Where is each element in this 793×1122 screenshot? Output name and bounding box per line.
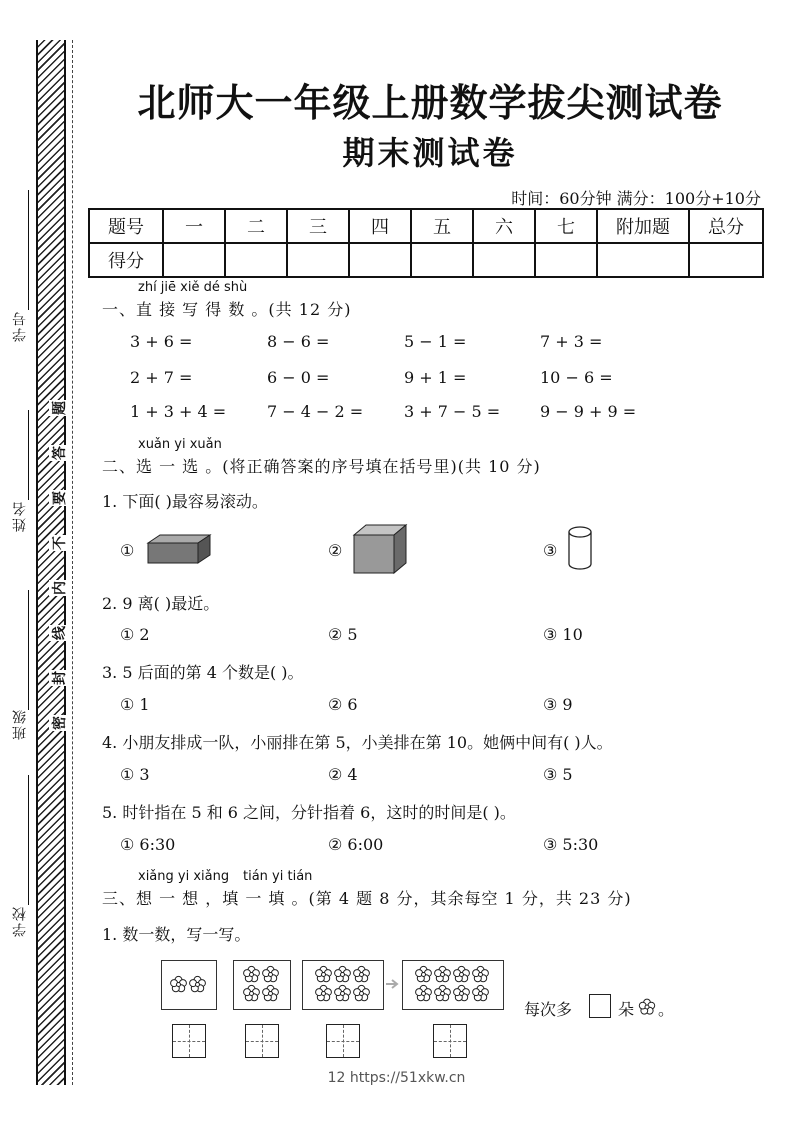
flower-icon bbox=[452, 965, 471, 984]
score-input-cell[interactable] bbox=[535, 243, 597, 277]
flower-icon bbox=[242, 965, 261, 984]
option-label: ① 2 bbox=[120, 625, 150, 644]
flower-icon bbox=[333, 984, 352, 1003]
score-input-cell[interactable] bbox=[689, 243, 763, 277]
label-name: 姓名 bbox=[12, 500, 28, 532]
binding-hatch-strip bbox=[36, 40, 66, 1085]
label-class: 班级 bbox=[12, 708, 28, 740]
class-line bbox=[28, 590, 29, 710]
option-label: ③ 5:30 bbox=[543, 835, 599, 854]
answer-tian-box[interactable] bbox=[245, 1024, 279, 1058]
score-table-header-row bbox=[89, 209, 763, 243]
score-cell: 七 bbox=[535, 209, 597, 243]
option-label: ① 3 bbox=[120, 765, 150, 784]
page-subtitle: 期末测试卷 bbox=[342, 134, 518, 172]
math-problem: 7 + 3 = bbox=[540, 332, 603, 351]
score-input-cell[interactable] bbox=[163, 243, 225, 277]
math-problem: 9 + 1 = bbox=[404, 368, 467, 387]
option-label: ③ 9 bbox=[543, 695, 573, 714]
warning-char: 内 bbox=[49, 580, 69, 596]
flower-icon bbox=[242, 984, 261, 1003]
flower-icon bbox=[638, 998, 656, 1016]
score-cell: 得分 bbox=[89, 243, 163, 277]
score-cell: 六 bbox=[473, 209, 535, 243]
score-input-cell[interactable] bbox=[287, 243, 349, 277]
score-input-cell[interactable] bbox=[225, 243, 287, 277]
score-input-cell[interactable] bbox=[473, 243, 535, 277]
tail-text-more-each: 每次多 bbox=[524, 1000, 573, 1019]
math-problem: 8 − 6 = bbox=[267, 332, 330, 351]
flower-icon bbox=[452, 984, 471, 1003]
option-label: ② 6:00 bbox=[328, 835, 384, 854]
answer-tian-box[interactable] bbox=[326, 1024, 360, 1058]
warning-char: 题 bbox=[49, 400, 69, 416]
math-problem: 3 + 7 − 5 = bbox=[404, 402, 501, 421]
time-score-info: 时间：60分钟 满分：100分+10分 bbox=[511, 189, 761, 208]
option-label: ② 6 bbox=[328, 695, 358, 714]
warning-char: 密 bbox=[49, 715, 69, 731]
warning-char: 线 bbox=[49, 625, 69, 641]
flower-icon bbox=[169, 975, 188, 994]
flower-icon bbox=[352, 984, 371, 1003]
score-cell: 一 bbox=[163, 209, 225, 243]
score-input-cell[interactable] bbox=[411, 243, 473, 277]
answer-tian-box[interactable] bbox=[172, 1024, 206, 1058]
flower-icon bbox=[333, 965, 352, 984]
score-cell: 五 bbox=[411, 209, 473, 243]
option-label: ① bbox=[120, 541, 135, 560]
math-problem: 10 − 6 = bbox=[540, 368, 613, 387]
page-title: 北师大一年级上册数学拔尖测试卷 bbox=[137, 81, 723, 125]
school-line bbox=[28, 775, 29, 905]
flower-icon bbox=[188, 975, 207, 994]
section3-heading: 三、想 一 想 ，填 一 填 。(第 4 题 8 分，其余每空 1 分，共 23 分) bbox=[102, 889, 632, 908]
label-student-id: 学号 bbox=[12, 310, 28, 342]
section3-pinyin-2: tián yi tián bbox=[243, 869, 313, 884]
flower-icon bbox=[433, 984, 452, 1003]
answer-box-small[interactable] bbox=[589, 994, 611, 1018]
cuboid-shape bbox=[146, 533, 212, 565]
flower-icon bbox=[261, 965, 280, 984]
score-cell: 题号 bbox=[89, 209, 163, 243]
tail-text-flower: 朵 bbox=[618, 1000, 635, 1019]
flower-icon bbox=[352, 965, 371, 984]
question-1: 1. 下面( )最容易滚动。 bbox=[102, 492, 268, 511]
warning-char: 答 bbox=[49, 445, 69, 461]
name-line bbox=[28, 410, 29, 500]
warning-char: 封 bbox=[49, 670, 69, 686]
question-4: 4. 小朋友排成一队，小丽排在第 5，小美排在第 10。她俩中间有( )人。 bbox=[102, 733, 613, 752]
option-label: ③ 5 bbox=[543, 765, 573, 784]
student-id-line bbox=[28, 190, 29, 310]
option-label: ③ bbox=[543, 541, 558, 560]
binding-cut-line bbox=[72, 40, 73, 1085]
score-cell: 四 bbox=[349, 209, 411, 243]
section3-question-1: 1. 数一数，写一写。 bbox=[102, 925, 251, 944]
warning-char: 要 bbox=[49, 490, 69, 506]
option-label: ② 4 bbox=[328, 765, 358, 784]
score-input-cell[interactable] bbox=[349, 243, 411, 277]
math-problem: 5 − 1 = bbox=[404, 332, 467, 351]
math-problem: 2 + 7 = bbox=[130, 368, 193, 387]
score-cell: 总分 bbox=[689, 209, 763, 243]
math-problem: 9 − 9 + 9 = bbox=[540, 402, 637, 421]
answer-tian-box[interactable] bbox=[433, 1024, 467, 1058]
question-2: 2. 9 离( )最近。 bbox=[102, 594, 220, 613]
flower-icon bbox=[471, 984, 490, 1003]
score-cell: 附加题 bbox=[597, 209, 689, 243]
warning-char: 不 bbox=[49, 535, 69, 551]
option-label: ② 5 bbox=[328, 625, 358, 644]
right-arrow-icon bbox=[385, 978, 401, 990]
option-label: ① 1 bbox=[120, 695, 150, 714]
score-cell: 三 bbox=[287, 209, 349, 243]
cube-shape bbox=[352, 523, 408, 575]
score-table bbox=[88, 208, 764, 278]
math-problem: 7 − 4 − 2 = bbox=[267, 402, 364, 421]
flower-icon bbox=[261, 984, 280, 1003]
math-problem: 6 − 0 = bbox=[267, 368, 330, 387]
flower-icon bbox=[471, 965, 490, 984]
option-label: ② bbox=[328, 541, 343, 560]
score-table-score-row bbox=[89, 243, 763, 277]
label-school: 学校 bbox=[12, 905, 28, 937]
math-problem: 3 + 6 = bbox=[130, 332, 193, 351]
section2-heading: 二、选 一 选 。(将正确答案的序号填在括号里)(共 10 分) bbox=[102, 457, 541, 476]
section2-pinyin: xuǎn yi xuǎn bbox=[138, 437, 222, 452]
flower-icon bbox=[314, 984, 333, 1003]
section1-heading: 一、直 接 写 得 数 。(共 12 分) bbox=[102, 300, 352, 319]
flower-icon bbox=[433, 965, 452, 984]
option-label: ① 6:30 bbox=[120, 835, 176, 854]
score-input-cell[interactable] bbox=[597, 243, 689, 277]
option-label: ③ 10 bbox=[543, 625, 583, 644]
cylinder-shape bbox=[567, 525, 593, 571]
flower-icon bbox=[314, 965, 333, 984]
section3-pinyin-1: xiǎng yi xiǎng bbox=[138, 869, 230, 884]
question-3: 3. 5 后面的第 4 个数是( )。 bbox=[102, 663, 304, 682]
section1-pinyin: zhí jiē xiě dé shù bbox=[138, 280, 248, 295]
flower-icon bbox=[414, 984, 433, 1003]
score-cell: 二 bbox=[225, 209, 287, 243]
question-5: 5. 时针指在 5 和 6 之间，分针指着 6，这时的时间是( )。 bbox=[102, 803, 516, 822]
tail-text-end: 。 bbox=[658, 1000, 675, 1019]
flower-icon bbox=[414, 965, 433, 984]
math-problem: 1 + 3 + 4 = bbox=[130, 402, 227, 421]
page-footer: 12 https://51xkw.cn bbox=[327, 1070, 466, 1086]
